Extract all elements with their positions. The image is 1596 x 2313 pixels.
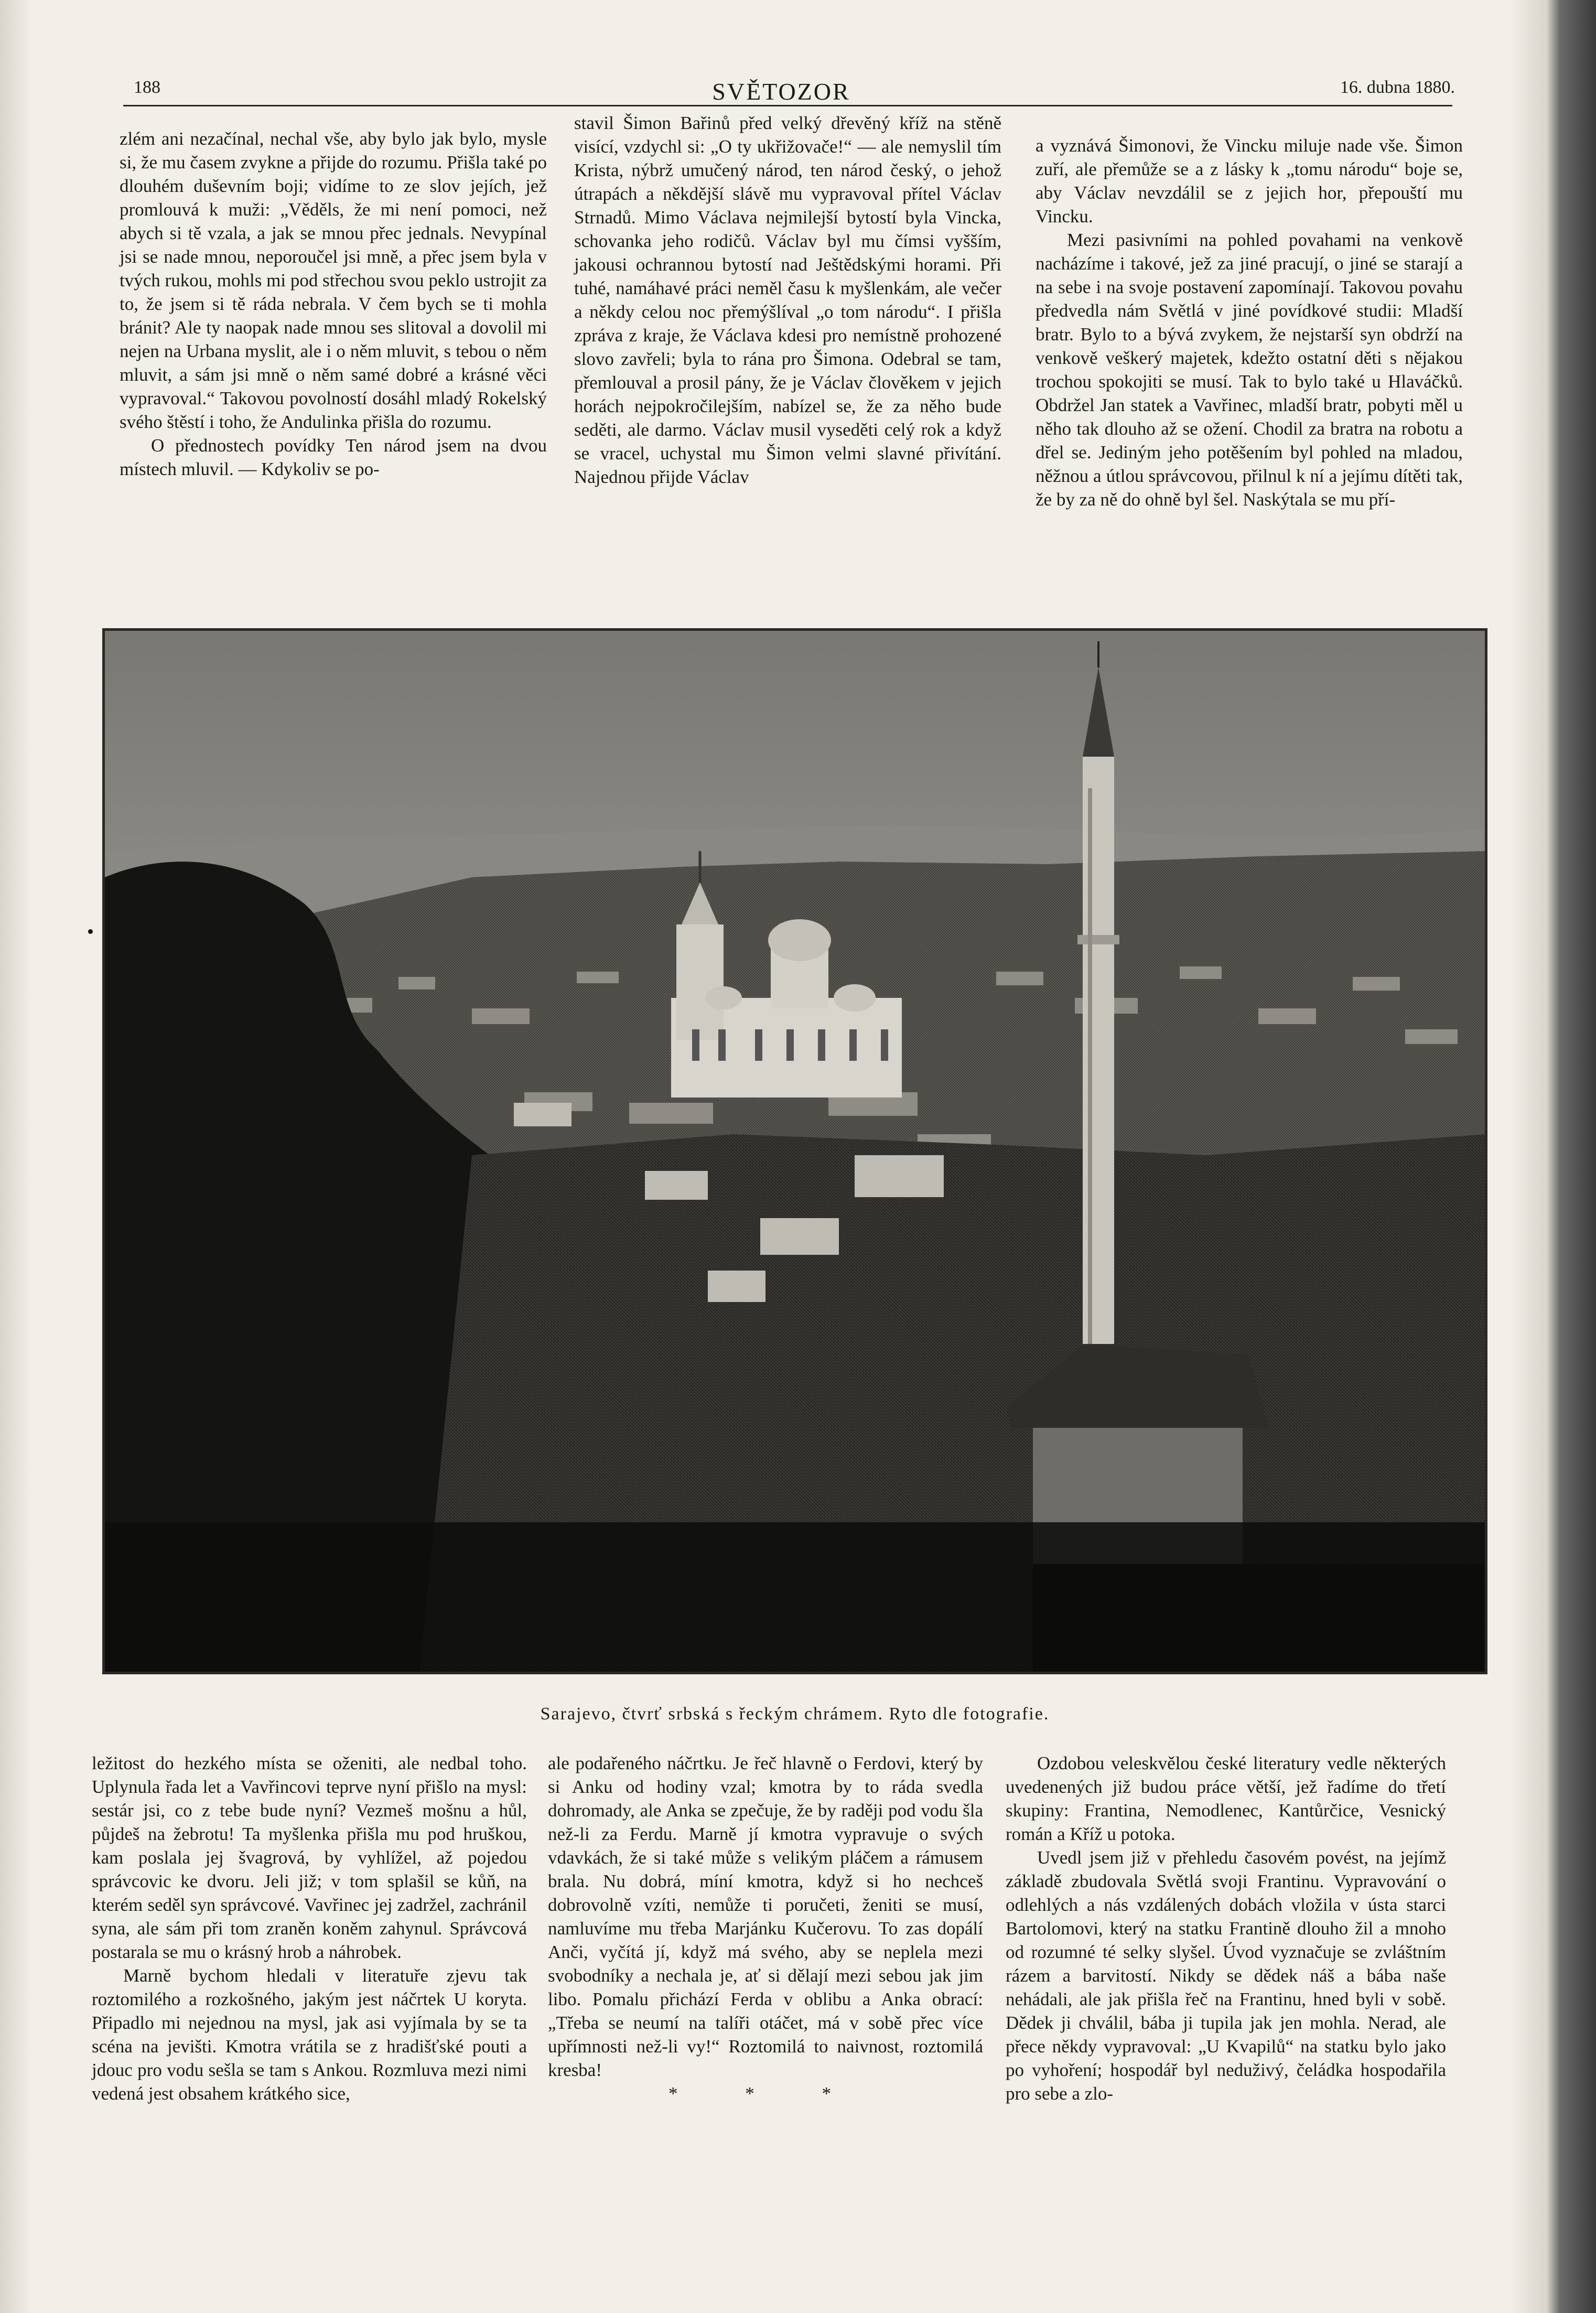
paragraph: zlém ani nezačínal, nechal vše, aby bylo jak bylo, mysle si, že mu časem zvykne a přijde do rozumu. Přišla také po dlouhém duševním boji; vidíme to ze slov jejích, jež promlouvá k muži: „Věděls, že mi není pomoci, než abych si tě vzala, a jak se mnou přec jednals. Nevypínal jsi se nade mnou, neporoučel jsi mně, a přec jsem byla v tvých rukou, mohls mi pod střechou svou peklo ustrojit za to, že jsem si tě ráda nebrala. V čem bych se ti mohla bránit? Ale ty naopak nade mnou ses slitoval a dovolil mi nejen na Urbana myslit, ale i o něm mluvit, s tebou o něm mluvit, a sám jsi mně o něm samé dobré a krásné věci vypravoval.“ Takovou povolností dosáhl mladý Rokelský svého štěstí i toho, že Andulinka přišla do rozumu. <box>120 128 547 432</box>
paragraph: Uvedl jsem již v přehledu časovém povést, na jejímž základě zbudovala Světlá svoji Frantinu. Vypravování o odlehlých a nás vzdálených dobách vložila v ústa starci Bartolomovi, který na statku Frantině dlouho žil a mnoho od rozumné té selky slyšel. Úvod vyznačuje se zvláštním rázem a barvitostí. Nikdy se dědek náš a bába naše nehádali, ale jak přišla řeč na Frantinu, hned byli v sobě. Dědek ji chválil, bába ji tupila jak jen mohla. Nerad, ale přece někdy vypravoval: „U Kvapilů“ na statku bylo jako po vyhoření; hospodář byl neduživý, čeládka hospodařila pro sebe a zlo- <box>1006 1847 1446 2104</box>
bottom-column-3 <box>1006 1751 1446 2105</box>
issue-date: 16. dubna 1880. <box>1340 78 1455 97</box>
page-number: 188 <box>134 78 160 97</box>
engraving-illustration <box>105 631 1485 1672</box>
paragraph: Ozdobou veleskvělou české literatury vedle některých uvedenených již budou práce větší, jež řadíme do třetí skupiny: Frantina, Nemodlenec, Kantůrčice, Vesnický román a Kříž u potoka. <box>1006 1753 1446 1844</box>
journal-title: SVĚTOZOR <box>712 78 850 105</box>
bottom-column-2 <box>548 1751 983 2105</box>
paragraph: Mezi pasivními na pohled povahami na venkově nacházíme i takové, jež za jiné pracují, o jiné se starají a na sebe i na svoje postavení zapomínají. Takovou povahu předvedla nám Světlá v jiné povídkové studii: Mladší bratr. Bylo to a bývá zvykem, že nejstarší syn obdrží na venkově veškerý majetek, kdežto ostatní děti s nějakou trochou spokojiti se musí. Tak to bylo také u Hlaváčků. Obdržel Jan statek a Vavřinec, mladší bratr, pobyti měl u něho tak dlouho až se ožení. Chodil za bratra na robotu a dřel se. Jediným jeho potěšením byl pohled na mladou, něžnou a útlou správcovou, přilnul k ní a jejímu dítěti tak, že by za ně do ohně byl šel. Naskýtala se mu pří- <box>1036 230 1463 510</box>
paragraph: a vyznává Šimonovi, že Vincku miluje nade vše. Šimon zuří, ale přemůže se a z lásky k „tomu národu“ boje se, aby Václav nevzdálil se z jejich hor, přepouští mu Vincku. <box>1036 135 1463 227</box>
bottom-column-1 <box>92 1751 527 2105</box>
paragraph: Marně bychom hledali v literatuře zjevu tak roztomilého a rozkošného, jakým jest náčrtek U koryta. Připadlo mi nejednou na mysl, jak asi vyjímala by se ta scéna na jevišti. Kmotra vrátila se z hradišťské pouti a jdouc pro vodu sešla se tam s Ankou. Rozmluva mezi nimi vedená jest obsahem krátkého sice, <box>92 1965 527 2104</box>
engraving-sarajevo <box>102 628 1487 1674</box>
margin-mark <box>88 929 93 934</box>
top-column-1 <box>120 127 547 481</box>
paragraph: ale podařeného náčrtku. Je řeč hlavně o Ferdovi, který by si Anku od hodiny vzal; kmotra by to ráda svedla dohromady, ale Anka se zpečuje, že by raději pod vodu šla než-li za Ferdu. Marně jí kmotra vypravuje o svých vdavkách, že si také může s velikým pláčem a rámusem brala. Nu dobrá, míní kmotra, když si ho nechceš dobrovolně vzíti, nemůže ti poručeti, ženiti se musí, namluvíme mu třeba Marjánku Kučerovu. To zas dopálí Anči, vyčítá jí, když má svého, aby se neplela mezi svobodníky a nechala je, ať si dělají mezi sebou jak jim libo. Pomalu přichází Ferda v oblibu a Anka obrací: „Třeba se neumí na talíři otáčet, má v sobě přec více upřímnosti než-li vy!“ Roztomilá to naivnost, roztomilá kresba! <box>548 1753 983 2080</box>
section-divider-asterisks: * * * <box>668 2083 862 2104</box>
header-rule <box>123 105 1452 106</box>
paragraph: ležitost do hezkého místa se oženiti, ale nedbal toho. Uplynula řada let a Vavřincovi teprve nyní přišlo na mysl: sestár jsi, co z tebe bude nyní? Vezmeš mošnu a hůl, půjdeš na žebrotu! Ta myšlenka přišla mu pod hruškou, kam poslala jej švagrová, by vyhlížel, až pojedou správcovic ke dvoru. Jeli již; v tom splašil se kůň, na kterém seděl syn správcové. Vavřinec jej zadržel, zachránil syna, ale sám při tom zraněn koněm zahynul. Správcová postarala se mu o krásný hrob a náhrobek. <box>92 1753 527 1962</box>
top-column-2 <box>574 111 1001 489</box>
top-column-3 <box>1036 134 1463 511</box>
paragraph: stavil Šimon Bařinů před velký dřevěný kříž na stěně visící, vzdychl si: „O ty ukřižovače!“ — ale nemyslil tím Krista, nýbrž umučený národ, ten národ český, o jehož útrapách a někdější slávě mu vypravoval přítel Václav Strnadů. Mimo Václava nejmilejší bytostí byla Vincka, schovanka jeho rodičů. Václav byl mu čímsi vyšším, jakousi ochrannou bytostí nad Ještědskými horami. Při tuhé, namáhavé práci neměl času k myšlenkám, ale večer a někdy celou noc přemýšlíval „o tom národu“. I přišla zpráva z kraje, že Václava kdesi pro nemístně prohozené slovo zavřeli; byla to rána pro Šimona. Odebral se tam, přemlouval a prosil pány, že je Václav člověkem v jejich horách nejpokročilejším, nabízel se, že za něho bude seděti, ale darmo. Václav musil vyseděti celý rok a když se vracel, uchystal mu Šimon velmi slavné přivítání. Najednou přijde Václav <box>574 113 1001 487</box>
paragraph: O přednostech povídky Ten národ jsem na dvou místech mluvil. — Kdykoliv se po- <box>120 435 547 479</box>
figure-caption: Sarajevo, čtvrť srbská s řeckým chrámem. Ryto dle fotografie. <box>540 1704 1050 1724</box>
page-header <box>102 78 1460 109</box>
